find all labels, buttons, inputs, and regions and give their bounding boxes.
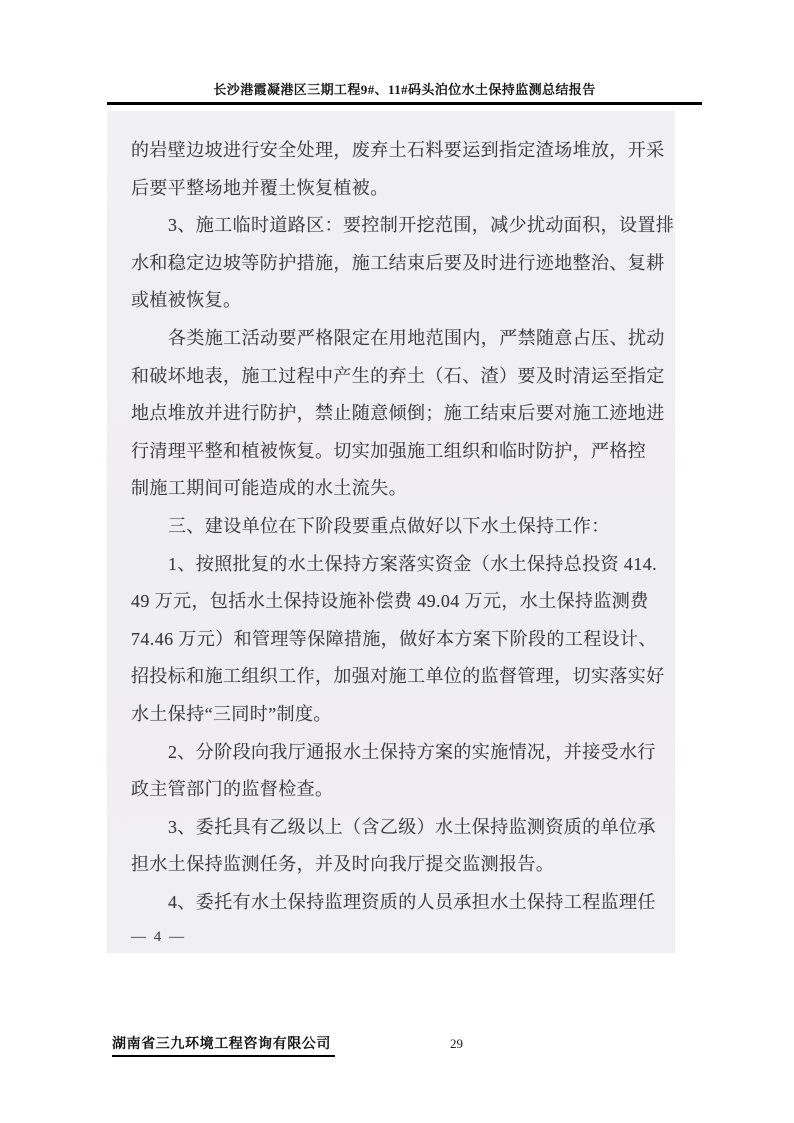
text-line: 2、分阶段向我厅通报水土保持方案的实施情况，并接受水行 — [168, 741, 656, 762]
text-line: 水和稳定边坡等防护措施，施工结束后要及时进行迹地整治、复耕 — [131, 252, 665, 273]
header-title: 长沙港霞凝港区三期工程9#、11#码头泊位水土保持监测总结报告 — [213, 82, 596, 97]
text-line: 3、施工临时道路区：要控制开挖范围，减少扰动面积，设置排 — [168, 215, 675, 236]
text-line: 政主管部门的监督检查。 — [131, 779, 334, 800]
text-line: 担水土保持监测任务，并及时向我厅提交监测报告。 — [131, 854, 555, 875]
text-line: 后要平整场地并覆土恢复植被。 — [131, 177, 389, 198]
text-line: 制施工期间可能造成的水土流失。 — [131, 478, 407, 499]
scan-text-body — [131, 132, 675, 946]
text-line: 行清理平整和植被恢复。切实加强施工组织和临时防护，严格控 — [131, 440, 647, 461]
scanned-document-region — [107, 111, 675, 953]
text-line: 或植被恢复。 — [131, 290, 242, 311]
footer-page-number: 29 — [450, 1036, 463, 1051]
page-header — [107, 79, 702, 105]
text-line: 招投标和施工组织工作，加强对施工单位的监督管理，切实落实好 — [131, 666, 665, 687]
text-line: 1、按照批复的水土保持方案落实资金（水土保持总投资 414. — [168, 553, 657, 574]
footer-company-name: 湖南省三九环境工程咨询有限公司 — [112, 1033, 335, 1057]
text-line: 74.46 万元）和管理等保障措施，做好本方案下阶段的工程设计、 — [131, 628, 657, 649]
text-line: 各类施工活动要严格限定在用地范围内，严禁随意占压、扰动 — [168, 327, 665, 348]
page-footer — [112, 1033, 692, 1059]
text-line: 4、委托有水土保持监理资质的人员承担水土保持工程监理任 — [168, 891, 656, 912]
text-line: 49 万元，包括水土保持设施补偿费 49.04 万元，水土保持监测费 — [131, 591, 649, 612]
text-line: 和破坏地表，施工过程中产生的弃土（石、渣）要及时清运至指定 — [131, 365, 665, 386]
text-line: 水土保持“三同时”制度。 — [131, 703, 332, 724]
text-line: 的岩壁边坡进行安全处理，废弃土石料要运到指定渣场堆放，开采 — [131, 140, 665, 160]
scan-page-number: — 4 — — [131, 929, 186, 946]
text-line: 3、委托具有乙级以上（含乙级）水土保持监测资质的单位承 — [168, 816, 656, 837]
text-line: 地点堆放并进行防护，禁止随意倾倒；施工结束后要对施工迹地进 — [131, 403, 665, 424]
text-line: 三、建设单位在下阶段要重点做好以下水土保持工作： — [168, 515, 610, 536]
